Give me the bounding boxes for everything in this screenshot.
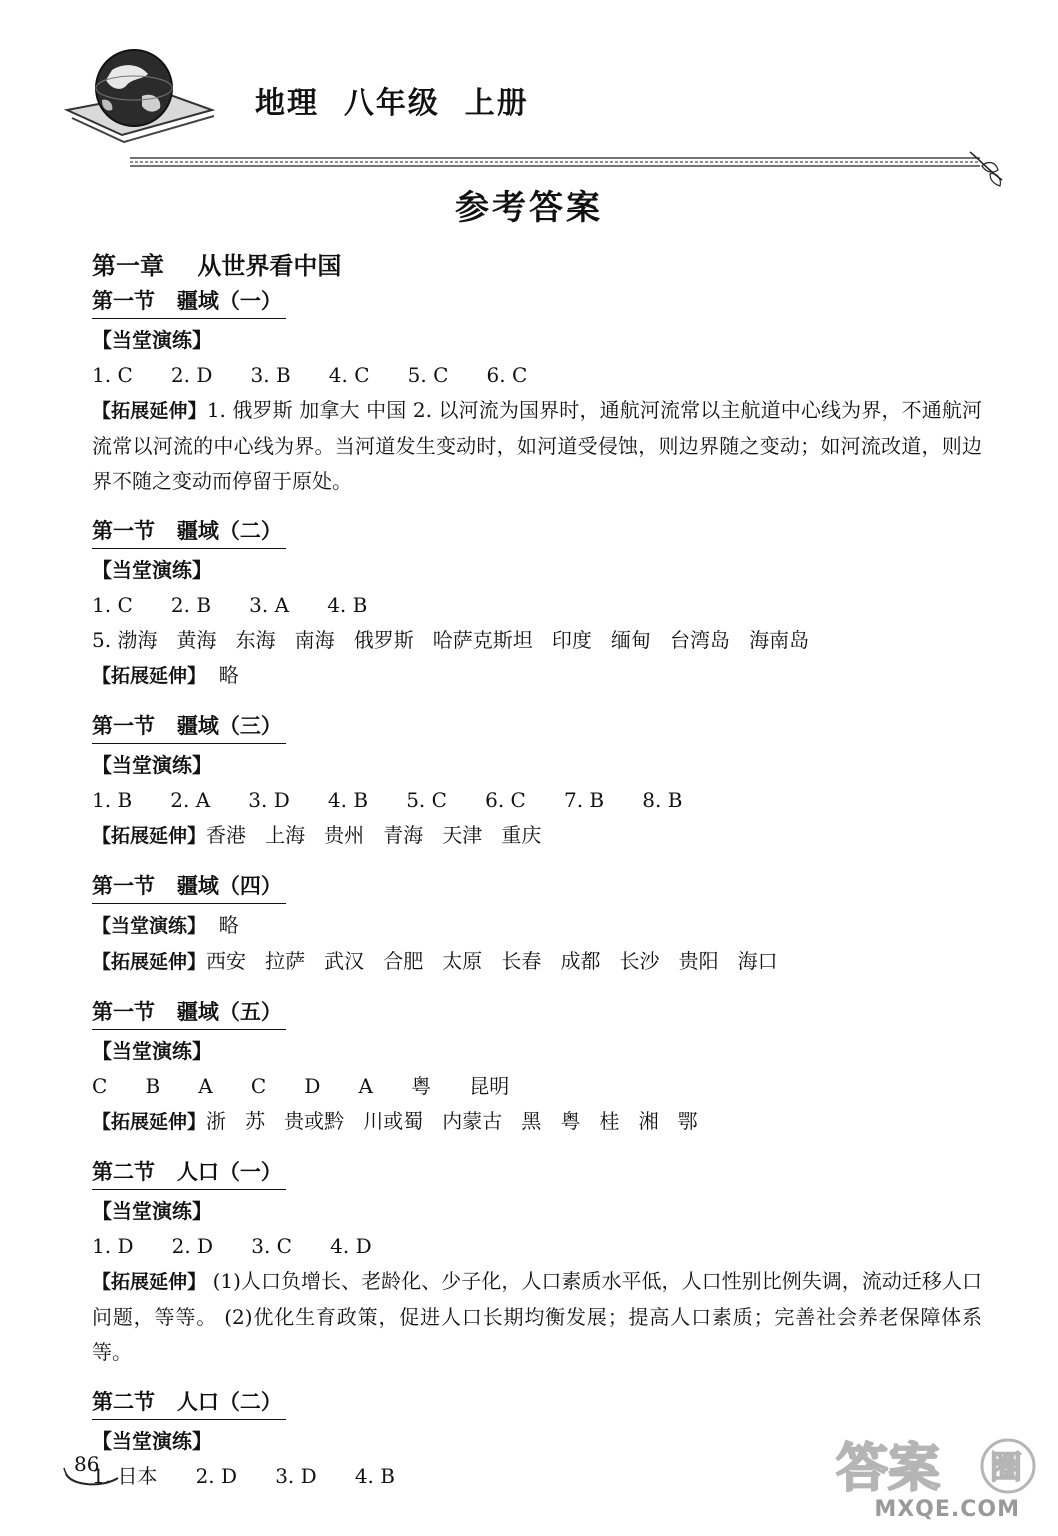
extension-text: (1)人口负增长、老龄化、少子化，人口素质水平低，人口性别比例失调，流动迁移人口问题，等等。 (2)优化生育政策，促进人口长期均衡发展；提高人口素质；完善社会养老保障体系等。 <box>92 1269 982 1364</box>
svg-text:圈: 圈 <box>990 1448 1023 1486</box>
extension-answers <box>92 393 982 499</box>
section-title: 第一节 疆域（一） <box>92 285 286 319</box>
practice-label: 【当堂演练】 <box>92 328 212 352</box>
extension-answers <box>92 1264 982 1370</box>
practice-answers: C B A C D A 粤 昆明 <box>92 1074 510 1098</box>
section-5 <box>92 996 982 1140</box>
globe-book-icon <box>62 40 232 160</box>
extension-answers <box>92 1104 982 1140</box>
practice-label: 【当堂演练】 <box>92 915 207 937</box>
section-3 <box>92 710 982 854</box>
section-6 <box>92 1156 982 1370</box>
practice-answers: 1. 日本 2. D 3. D 4. B <box>92 1464 395 1488</box>
svg-text:答案: 答案 <box>836 1439 941 1499</box>
practice-answers: 1. C 2. B 3. A 4. B <box>92 593 368 617</box>
practice-answers <box>92 908 982 944</box>
header-title: 地理 八年级 上册 <box>255 86 529 121</box>
practice-label: 【当堂演练】 <box>92 1039 212 1063</box>
practice-answers-2: 5. 渤海 黄海 东海 南海 俄罗斯 哈萨克斯坦 印度 缅甸 台湾岛 海南岛 <box>92 628 810 652</box>
page-number-text: 86 <box>74 1452 100 1476</box>
extension-label: 【拓展延伸】 <box>92 1271 207 1293</box>
practice-answers: 1. B 2. A 3. D 4. B 5. C 6. C 7. B 8. B <box>92 788 683 812</box>
extension-text: 1. 俄罗斯 加拿大 中国 2. 以河流为国界时，通航河流常以主航道中心线为界，不通航河流常以河流的中心线为界。当河道发生变动时，如河道受侵蚀，则边界随之变动；如河流改道，则边界不随之变动而停留于原处。 <box>92 398 982 493</box>
section-title: 第一节 疆域（四） <box>92 870 286 904</box>
section-title: 第二节 人口（二） <box>92 1386 286 1420</box>
practice-answers: 1. C 2. D 3. B 4. C 5. C 6. C <box>92 363 528 387</box>
page-number <box>62 1450 132 1490</box>
extension-label: 【拓展延伸】 <box>92 825 207 847</box>
section-2 <box>92 515 982 694</box>
practice-answers: 1. D 2. D 3. C 4. D <box>92 1234 372 1258</box>
page-header <box>60 40 1010 160</box>
section-4 <box>92 870 982 980</box>
watermark-text: MXQE.COM <box>874 1497 1020 1522</box>
practice-label: 【当堂演练】 <box>92 1199 212 1223</box>
chapter-title: 第一章 从世界看中国 <box>92 252 342 280</box>
extension-label: 【拓展延伸】 <box>92 951 207 973</box>
extension-answers <box>92 944 982 980</box>
section-title: 第一节 疆域（二） <box>92 515 286 549</box>
practice-text: 略 <box>206 913 239 937</box>
practice-label: 【当堂演练】 <box>92 558 212 582</box>
extension-answers <box>92 658 982 694</box>
extension-text: 香港 上海 贵州 青海 天津 重庆 <box>206 823 542 847</box>
answer-content <box>92 246 982 1494</box>
extension-answers <box>92 818 982 854</box>
practice-label: 【当堂演练】 <box>92 753 212 777</box>
practice-label: 【当堂演练】 <box>92 1429 212 1453</box>
extension-text: 西安 拉萨 武汉 合肥 太原 长春 成都 长沙 贵阳 海口 <box>206 949 778 973</box>
watermark <box>808 1418 1048 1528</box>
section-title: 第一节 疆域（三） <box>92 710 286 744</box>
section-1 <box>92 285 982 499</box>
extension-text: 略 <box>206 663 239 687</box>
extension-label: 【拓展延伸】 <box>92 665 207 687</box>
section-title: 第一节 疆域（五） <box>92 996 286 1030</box>
extension-label: 【拓展延伸】 <box>92 400 207 422</box>
page-title: 参考答案 <box>455 188 603 228</box>
section-title: 第二节 人口（一） <box>92 1156 286 1190</box>
extension-label: 【拓展延伸】 <box>92 1111 207 1133</box>
extension-text: 浙 苏 贵或黔 川或蜀 内蒙古 黑 粤 桂 湘 鄂 <box>206 1109 698 1133</box>
